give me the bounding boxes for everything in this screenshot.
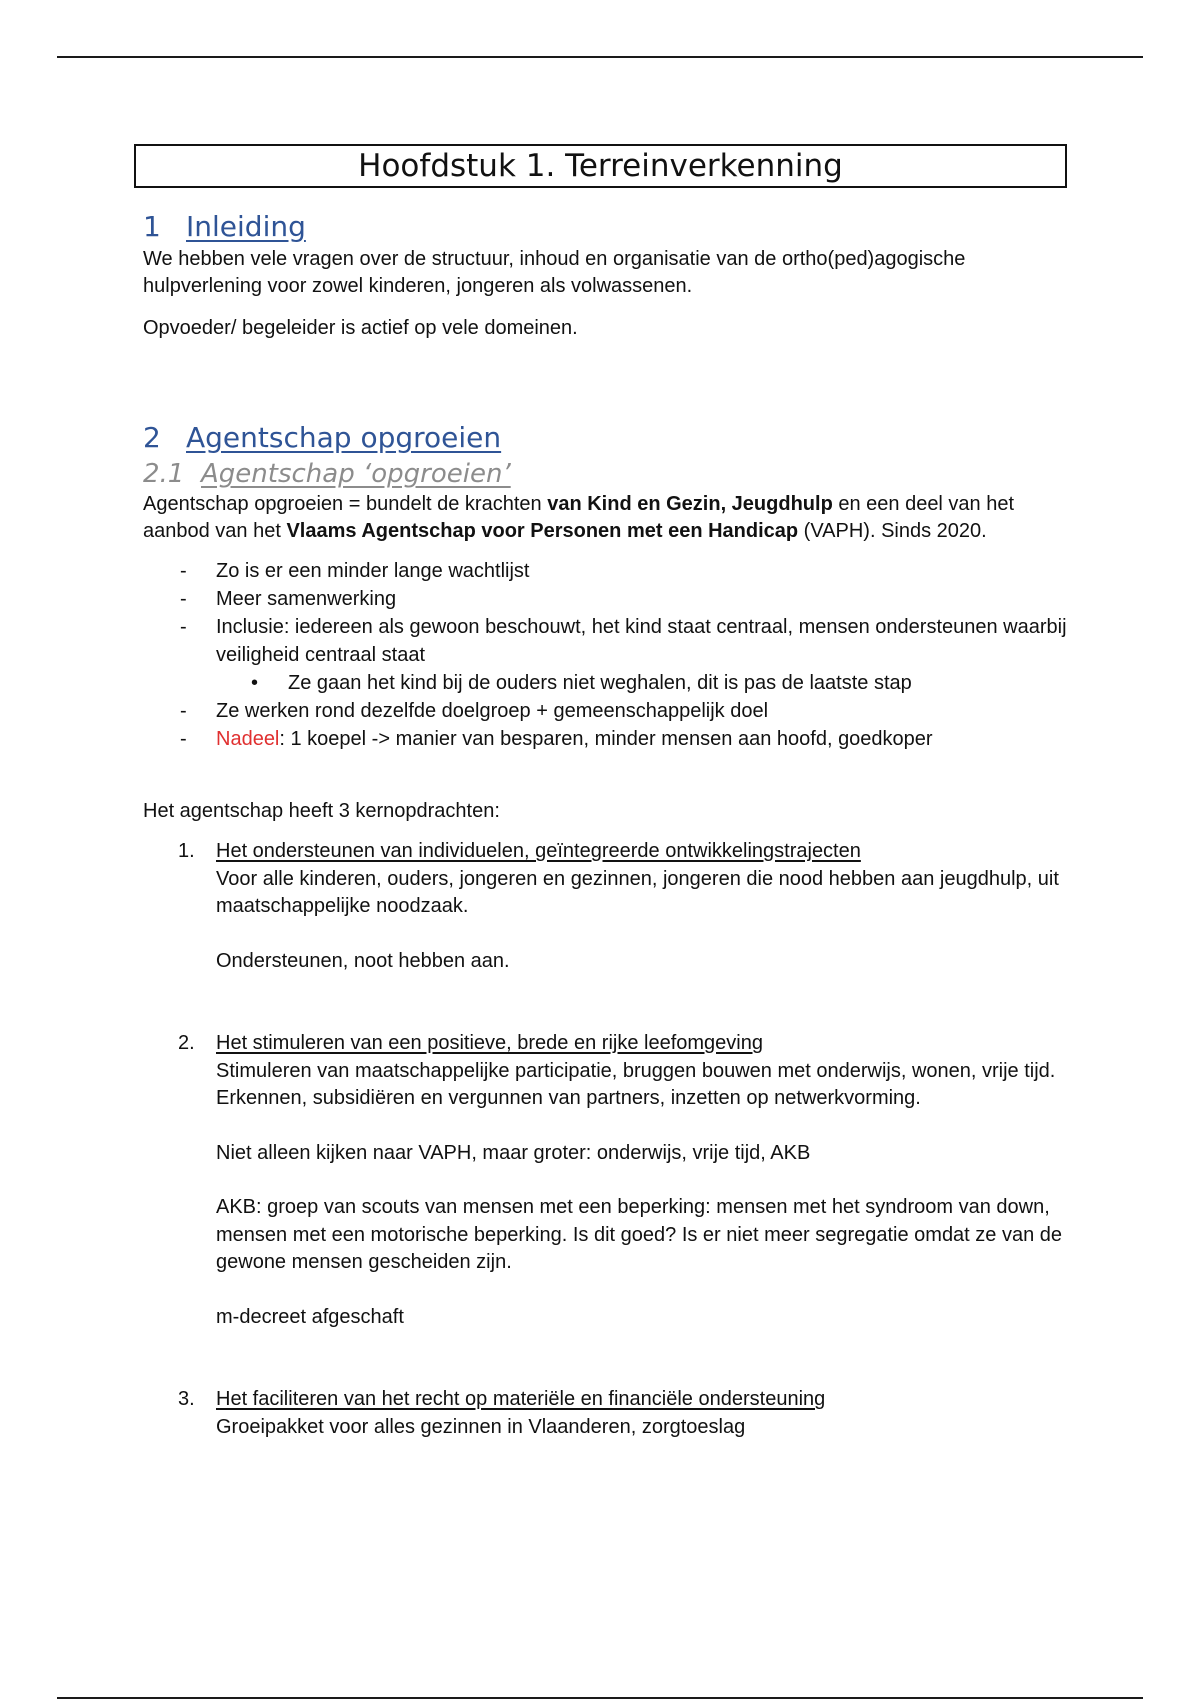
bottom-rule [57, 1697, 1143, 1699]
spacer [216, 921, 1073, 948]
kernopdracht-item [143, 838, 1073, 975]
chapter-title: Hoofdstuk 1. Terreinverkenning [134, 144, 1067, 188]
bullet-list [143, 557, 1073, 669]
top-rule [57, 56, 1143, 58]
intro-paragraph: We hebben vele vragen over de structuur, inhoud en organisatie van de ortho(ped)agogische hulpverlening voor zowel kinderen, jongeren als volwassenen. [143, 248, 966, 297]
kernopdracht-text: AKB: groep van scouts van mensen met een beperking: mensen met het syndroom van down, mensen met een motorische beperking. Is dit goed? Is er niet meer segregatie omdat ze van de gewone mensen gescheiden zijn. [216, 1196, 1063, 1273]
list-item-text: Meer samenwerking [216, 588, 397, 610]
kernopdrachten-intro: Het agentschap heeft 3 kernopdrachten: [143, 800, 500, 822]
bullet-list [143, 697, 1073, 753]
text-run: Agentschap opgroeien = bundelt de krachten [143, 493, 548, 515]
list-item [143, 613, 1073, 669]
sub-list-item [143, 669, 1073, 697]
document-body [143, 144, 1073, 1441]
subheading-number: 2.1 [143, 459, 185, 489]
kernopdracht-title: Het ondersteunen van individuelen, geïntegreerde ontwikkelingstrajecten [216, 840, 861, 862]
heading-inleiding [143, 208, 1073, 246]
list-item-text: Ze gaan het kind bij de ouders niet weghalen, dit is pas de laatste stap [288, 672, 912, 694]
heading-agentschap [143, 419, 1073, 457]
bullet-dot-marker: • [251, 672, 259, 694]
opvoeder-paragraph: Opvoeder/ begeleider is actief op vele domeinen. [143, 317, 578, 339]
heading-text: Inleiding [186, 210, 306, 243]
text-run: (VAPH). Sinds 2020. [798, 520, 987, 542]
item-number: 1. [178, 840, 195, 862]
text-run: en een deel van het aanbod van het [143, 493, 1015, 542]
kernopdracht-text: Stimuleren van maatschappelijke participatie, bruggen bouwen met onderwijs, wonen, vrije tijd. Erkennen, subsidiëren en vergunnen van partners, inzetten op netwerkvorming. [216, 1059, 1056, 1109]
spacer [216, 1277, 1073, 1304]
heading-number: 2 [143, 421, 161, 454]
kernopdracht-text: Groeipakket voor alles gezinnen in Vlaanderen, zorgtoeslag [216, 1415, 746, 1438]
dash-marker: - [180, 560, 187, 582]
heading-text: Agentschap opgroeien [186, 421, 502, 454]
bold-run: van Kind en Gezin, Jeugdhulp [547, 493, 833, 515]
kernopdrachten-list [143, 838, 1073, 1441]
list-item-text: : 1 koepel -> manier van besparen, minder mensen aan hoofd, goedkoper [279, 728, 933, 750]
spacer [216, 1167, 1073, 1194]
dash-marker: - [180, 588, 187, 610]
list-item [143, 585, 1073, 613]
list-item [143, 557, 1073, 585]
spacer [216, 1113, 1073, 1140]
agentschap-paragraph [143, 491, 1073, 545]
item-number: 3. [178, 1388, 195, 1410]
item-number: 2. [178, 1032, 195, 1054]
list-item [143, 697, 1073, 725]
list-item-text: Inclusie: iedereen als gewoon beschouwt, het kind staat centraal, mensen ondersteunen waarbij veiligheid centraal staat [216, 616, 1067, 666]
subheading-agentschap-opgroeien [143, 457, 1073, 491]
dash-marker: - [180, 700, 187, 722]
list-item [143, 725, 1073, 753]
dash-marker: - [180, 728, 187, 750]
kernopdracht-text: Ondersteunen, noot hebben aan. [216, 949, 510, 972]
nadeel-label: Nadeel [216, 728, 280, 750]
list-item-text: Ze werken rond dezelfde doelgroep + gemeenschappelijk doel [216, 700, 769, 722]
kernopdracht-text: Voor alle kinderen, ouders, jongeren en gezinnen, jongeren die nood hebben aan jeugdhulp, uit maatschappelijke noodzaak. [216, 867, 1059, 917]
list-item-text: Zo is er een minder lange wachtlijst [216, 560, 530, 582]
kernopdracht-title: Het stimuleren van een positieve, brede en rijke leefomgeving [216, 1032, 763, 1054]
kernopdracht-item [143, 1386, 1073, 1441]
dash-marker: - [180, 616, 187, 638]
kernopdracht-text: m-decreet afgeschaft [216, 1305, 404, 1328]
kernopdracht-text: Niet alleen kijken naar VAPH, maar groter: onderwijs, vrije tijd, AKB [216, 1141, 811, 1164]
subheading-text: Agentschap ‘opgroeien’ [201, 459, 511, 489]
kernopdracht-title: Het faciliteren van het recht op materiële en financiële ondersteuning [216, 1388, 826, 1410]
kernopdracht-item [143, 1030, 1073, 1331]
heading-number: 1 [143, 210, 161, 243]
bold-run: Vlaams Agentschap voor Personen met een Handicap [286, 520, 799, 542]
